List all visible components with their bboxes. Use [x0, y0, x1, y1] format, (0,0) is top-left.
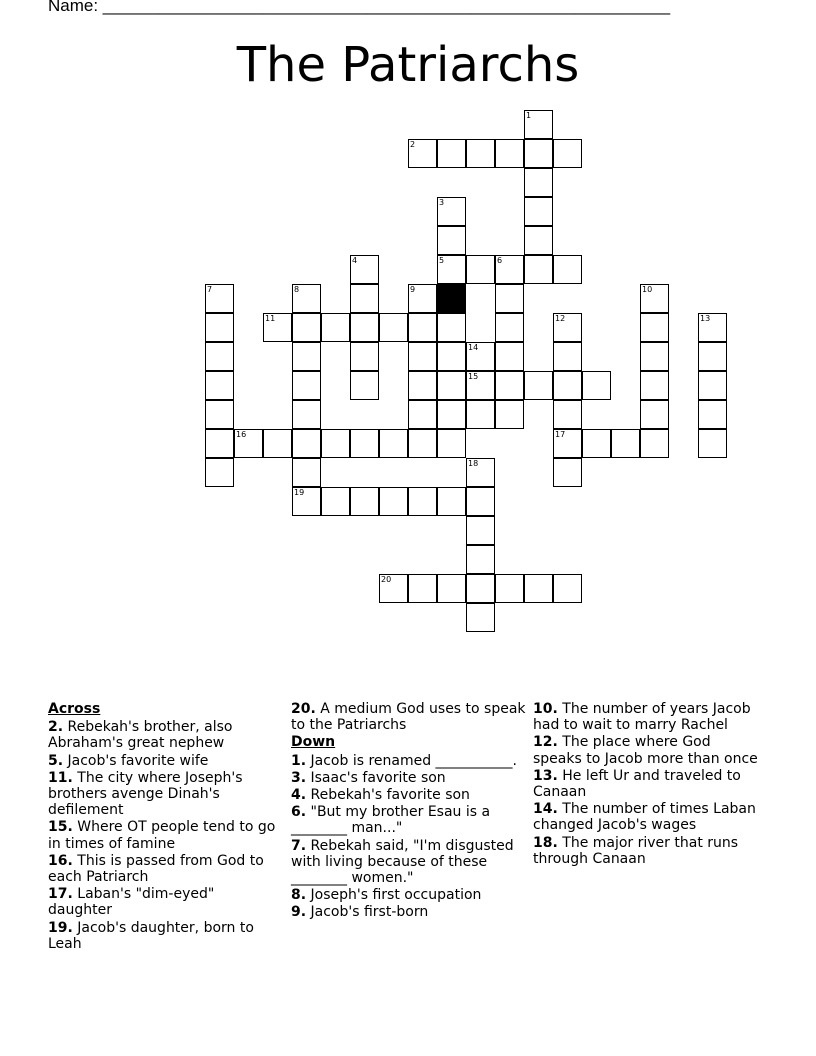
- grid-cell[interactable]: [698, 313, 727, 342]
- grid-cell[interactable]: [698, 342, 727, 371]
- grid-cell[interactable]: [640, 371, 669, 400]
- grid-cell[interactable]: [553, 371, 582, 400]
- clue-across-20: 20. A medium God uses to speak to the Patriarchs: [291, 701, 526, 734]
- grid-cell[interactable]: [350, 284, 379, 313]
- grid-cell[interactable]: [437, 255, 466, 284]
- clue-number: 2: [410, 140, 416, 149]
- grid-cell[interactable]: [292, 313, 321, 342]
- grid-cell[interactable]: [495, 574, 524, 603]
- clue-number: 4: [352, 256, 358, 265]
- grid-cell[interactable]: [524, 139, 553, 168]
- clue-number: 19: [294, 488, 305, 497]
- grid-cell-blocked: [437, 284, 466, 313]
- clue-down-7: 7. Rebekah said, "I'm disgusted with living because of these ________ women.": [291, 837, 514, 887]
- grid-cell[interactable]: [379, 313, 408, 342]
- clue-across-15: 15. Where OT people tend to go in times of famine: [48, 819, 276, 852]
- grid-cell[interactable]: [205, 313, 234, 342]
- grid-cell[interactable]: [263, 313, 292, 342]
- grid-cell[interactable]: [321, 313, 350, 342]
- clue-across-5: 5. Jacob's favorite wife: [48, 752, 209, 769]
- clue-number: 12: [555, 314, 566, 323]
- grid-cell[interactable]: [466, 458, 495, 487]
- grid-cell[interactable]: [495, 255, 524, 284]
- clue-across-19: 19. Jacob's daughter, born to Leah: [48, 919, 254, 952]
- grid-cell[interactable]: [292, 429, 321, 458]
- clues-column-2: [291, 701, 527, 922]
- grid-cell[interactable]: [408, 400, 437, 429]
- grid-cell[interactable]: [379, 574, 408, 603]
- grid-cell[interactable]: [350, 429, 379, 458]
- grid-cell[interactable]: [495, 371, 524, 400]
- grid-cell[interactable]: [263, 429, 292, 458]
- clue-down-9: 9. Jacob's first-born: [291, 904, 429, 921]
- grid-cell[interactable]: [205, 284, 234, 313]
- clue-across-11: 11. The city where Joseph's brothers avenge Dinah's defilement: [48, 769, 243, 819]
- grid-cell[interactable]: [553, 458, 582, 487]
- grid-cell[interactable]: [553, 139, 582, 168]
- grid-cell[interactable]: [321, 487, 350, 516]
- clue-number: 15: [468, 372, 479, 381]
- grid-cell[interactable]: [466, 487, 495, 516]
- grid-cell[interactable]: [698, 429, 727, 458]
- clue-down-1: 1. Jacob is renamed ___________.: [291, 752, 518, 769]
- grid-cell[interactable]: [350, 313, 379, 342]
- grid-cell[interactable]: [495, 139, 524, 168]
- clue-number: 8: [294, 285, 300, 294]
- grid-cell[interactable]: [466, 255, 495, 284]
- grid-cell[interactable]: [205, 429, 234, 458]
- grid-cell[interactable]: [466, 516, 495, 545]
- grid-cell[interactable]: [234, 429, 263, 458]
- name-field-label[interactable]: Name: ____________________________________________________________: [48, 0, 671, 15]
- clue-number: 18: [468, 459, 479, 468]
- grid-cell[interactable]: [698, 371, 727, 400]
- clue-number: 5: [439, 256, 445, 265]
- grid-cell[interactable]: [408, 487, 437, 516]
- grid-cell[interactable]: [582, 371, 611, 400]
- grid-cell[interactable]: [350, 487, 379, 516]
- grid-cell[interactable]: [640, 342, 669, 371]
- clues-column-3: [533, 701, 763, 868]
- grid-cell[interactable]: [466, 400, 495, 429]
- grid-cell[interactable]: [292, 400, 321, 429]
- clue-across-16: 16. This is passed from God to each Patriarch: [48, 852, 264, 886]
- grid-cell[interactable]: [524, 226, 553, 255]
- grid-cell[interactable]: [408, 284, 437, 313]
- grid-cell[interactable]: [408, 313, 437, 342]
- grid-cell[interactable]: [524, 255, 553, 284]
- clue-down-3: 3. Isaac's favorite son: [291, 769, 446, 786]
- grid-cell[interactable]: [437, 342, 466, 371]
- clue-number: 20: [381, 575, 392, 584]
- clue-number: 7: [207, 285, 213, 294]
- grid-cell[interactable]: [524, 197, 553, 226]
- grid-cell[interactable]: [640, 313, 669, 342]
- grid-cell[interactable]: [524, 110, 553, 139]
- clue-across-17: 17. Laban's "dim-eyed" daughter: [48, 886, 215, 919]
- grid-cell[interactable]: [437, 574, 466, 603]
- clue-number: 17: [555, 430, 566, 439]
- grid-cell[interactable]: [408, 574, 437, 603]
- grid-cell[interactable]: [553, 400, 582, 429]
- grid-cell[interactable]: [437, 429, 466, 458]
- down-heading: Down: [291, 734, 336, 751]
- grid-cell[interactable]: [698, 400, 727, 429]
- clue-number: 6: [497, 256, 503, 265]
- clue-down-14: 14. The number of times Laban changed Jacob's wages: [533, 801, 756, 834]
- grid-cell[interactable]: [466, 371, 495, 400]
- grid-cell[interactable]: [553, 429, 582, 458]
- grid-cell[interactable]: [611, 429, 640, 458]
- grid-cell[interactable]: [553, 342, 582, 371]
- clue-down-8: 8. Joseph's first occupation: [291, 887, 482, 904]
- grid-cell[interactable]: [437, 197, 466, 226]
- clue-number: 11: [265, 314, 276, 323]
- grid-cell[interactable]: [524, 371, 553, 400]
- grid-cell[interactable]: [205, 371, 234, 400]
- grid-cell[interactable]: [292, 371, 321, 400]
- clue-down-4: 4. Rebekah's favorite son: [291, 787, 470, 804]
- clues-column-1: [48, 701, 278, 953]
- grid-cell[interactable]: [350, 255, 379, 284]
- grid-cell[interactable]: [553, 255, 582, 284]
- grid-cell[interactable]: [205, 342, 234, 371]
- grid-cell[interactable]: [466, 139, 495, 168]
- grid-cell[interactable]: [524, 574, 553, 603]
- puzzle-title: The Patriarchs: [236, 37, 580, 93]
- grid-cell[interactable]: [553, 313, 582, 342]
- clue-down-6: 6. "But my brother Esau is a ________ man...": [291, 804, 491, 837]
- clue-number: 16: [236, 430, 247, 439]
- grid-cell[interactable]: [350, 342, 379, 371]
- grid-cell[interactable]: [466, 545, 495, 574]
- grid-cell[interactable]: [205, 458, 234, 487]
- grid-cell[interactable]: [495, 342, 524, 371]
- clue-number: 1: [526, 111, 532, 120]
- clue-down-13: 13. He left Ur and traveled to Canaan: [533, 767, 741, 801]
- grid-cell[interactable]: [466, 574, 495, 603]
- grid-cell[interactable]: [292, 458, 321, 487]
- grid-cell[interactable]: [379, 429, 408, 458]
- clue-across-2: 2. Rebekah's brother, also Abraham's great nephew: [48, 719, 233, 752]
- grid-cell[interactable]: [437, 487, 466, 516]
- grid-cell[interactable]: [292, 284, 321, 313]
- grid-cell[interactable]: [408, 371, 437, 400]
- clue-number: 9: [410, 285, 416, 294]
- grid-cell[interactable]: [640, 429, 669, 458]
- grid-cell[interactable]: [437, 371, 466, 400]
- grid-cell[interactable]: [640, 400, 669, 429]
- grid-cell[interactable]: [321, 429, 350, 458]
- clue-number: 13: [700, 314, 711, 323]
- grid-cell[interactable]: [408, 342, 437, 371]
- grid-cell[interactable]: [437, 313, 466, 342]
- grid-cell[interactable]: [379, 487, 408, 516]
- grid-cell[interactable]: [495, 313, 524, 342]
- grid-cell[interactable]: [437, 139, 466, 168]
- clue-down-12: 12. The place where God speaks to Jacob more than once: [533, 734, 758, 767]
- grid-cell[interactable]: [553, 574, 582, 603]
- grid-cell[interactable]: [437, 400, 466, 429]
- grid-cell[interactable]: [408, 139, 437, 168]
- grid-cell[interactable]: [350, 371, 379, 400]
- grid-cell[interactable]: [292, 342, 321, 371]
- grid-cell[interactable]: [582, 429, 611, 458]
- across-heading: Across: [48, 701, 101, 717]
- clue-number: 10: [642, 285, 653, 294]
- grid-cell[interactable]: [495, 400, 524, 429]
- grid-cell[interactable]: [292, 487, 321, 516]
- grid-cell[interactable]: [495, 284, 524, 313]
- grid-cell[interactable]: [640, 284, 669, 313]
- grid-cell[interactable]: [466, 342, 495, 371]
- clue-number: 3: [439, 198, 445, 207]
- grid-cell[interactable]: [408, 429, 437, 458]
- grid-cell[interactable]: [437, 226, 466, 255]
- grid-cell[interactable]: [205, 400, 234, 429]
- clue-down-18: 18. The major river that runs through Canaan: [533, 834, 739, 867]
- clue-down-10: 10. The number of years Jacob had to wait to marry Rachel: [533, 701, 751, 734]
- grid-cell[interactable]: [466, 603, 495, 632]
- clue-number: 14: [468, 343, 479, 352]
- grid-cell[interactable]: [524, 168, 553, 197]
